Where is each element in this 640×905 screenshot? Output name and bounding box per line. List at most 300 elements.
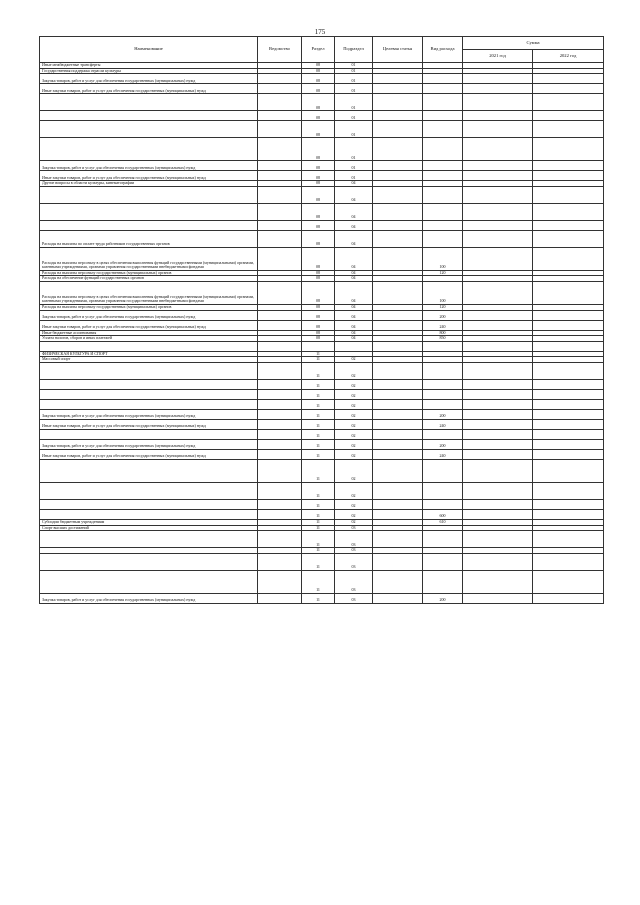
- row-podrazdel: 04: [335, 310, 373, 320]
- row-expense-type: [423, 111, 463, 121]
- row-podrazdel: 03: [335, 593, 373, 603]
- row-razdel: 08: [302, 320, 335, 330]
- row-razdel: [302, 341, 335, 351]
- row-razdel: 11: [302, 379, 335, 389]
- row-expense-type: [423, 203, 463, 220]
- row-sum-2022: [533, 341, 604, 351]
- row-name: [40, 499, 258, 509]
- header-razdel: Раздел: [302, 37, 335, 63]
- row-podrazdel: 04: [335, 186, 373, 203]
- row-vedomstvo: [258, 341, 302, 351]
- row-expense-type: [423, 553, 463, 570]
- row-razdel: 11: [302, 351, 335, 357]
- row-podrazdel: 01: [335, 63, 373, 69]
- row-name: [40, 186, 258, 203]
- row-target-article: [373, 553, 423, 570]
- page-number: 175: [314, 28, 326, 36]
- row-name: [40, 220, 258, 230]
- row-podrazdel: 04: [335, 270, 373, 276]
- row-sum-2022: [533, 84, 604, 94]
- row-vedomstvo: [258, 111, 302, 121]
- row-name: Другие вопросы в области культуры, кинематографии: [40, 181, 258, 187]
- row-name: [40, 111, 258, 121]
- row-vedomstvo: [258, 320, 302, 330]
- row-razdel: 11: [302, 357, 335, 363]
- row-target-article: [373, 570, 423, 593]
- row-name: Иные закупки товаров, работ и услуг для обеспечения государственных (муниципальных) нужд: [40, 419, 258, 429]
- table-row: [40, 111, 604, 121]
- row-expense-type: 200: [423, 593, 463, 603]
- row-name: Расходы на обеспечение функций государственных органов: [40, 276, 258, 282]
- row-razdel: 08: [302, 94, 335, 111]
- row-sum-2021: [463, 220, 533, 230]
- row-name: Иные закупки товаров, работ и услуг для обеспечения государственных (муниципальных) нужд: [40, 171, 258, 181]
- row-name: [40, 379, 258, 389]
- row-name: [40, 362, 258, 379]
- table-row: [40, 449, 604, 459]
- row-expense-type: [423, 362, 463, 379]
- row-target-article: [373, 379, 423, 389]
- row-razdel: 08: [302, 63, 335, 69]
- row-sum-2021: [463, 138, 533, 161]
- row-vedomstvo: [258, 379, 302, 389]
- row-podrazdel: 02: [335, 399, 373, 409]
- row-name: [40, 482, 258, 499]
- row-podrazdel: 04: [335, 203, 373, 220]
- row-sum-2021: [463, 121, 533, 138]
- row-target-article: [373, 593, 423, 603]
- row-expense-type: 200: [423, 310, 463, 320]
- row-target-article: [373, 499, 423, 509]
- row-vedomstvo: [258, 310, 302, 320]
- row-sum-2022: [533, 247, 604, 270]
- table-row: [40, 84, 604, 94]
- row-target-article: [373, 186, 423, 203]
- row-sum-2022: [533, 320, 604, 330]
- row-sum-2022: [533, 230, 604, 247]
- row-sum-2022: [533, 389, 604, 399]
- row-target-article: [373, 531, 423, 548]
- row-sum-2021: [463, 203, 533, 220]
- row-razdel: 11: [302, 409, 335, 419]
- row-sum-2022: [533, 399, 604, 409]
- row-sum-2022: [533, 362, 604, 379]
- row-podrazdel: 01: [335, 161, 373, 171]
- row-sum-2022: [533, 553, 604, 570]
- row-sum-2021: [463, 247, 533, 270]
- row-name: Расходы на выплаты персоналу государственных (муниципальных) органов: [40, 270, 258, 276]
- table-row: [40, 94, 604, 111]
- table-row: [40, 593, 604, 603]
- row-podrazdel: 01: [335, 111, 373, 121]
- row-vedomstvo: [258, 593, 302, 603]
- row-podrazdel: 02: [335, 509, 373, 519]
- row-razdel: 11: [302, 459, 335, 482]
- row-vedomstvo: [258, 439, 302, 449]
- row-sum-2022: [533, 74, 604, 84]
- row-expense-type: 120: [423, 304, 463, 310]
- row-vedomstvo: [258, 482, 302, 499]
- row-name: [40, 509, 258, 519]
- row-razdel: 08: [302, 181, 335, 187]
- row-razdel: 08: [302, 186, 335, 203]
- table-row: [40, 230, 604, 247]
- row-razdel: 08: [302, 230, 335, 247]
- row-sum-2022: [533, 94, 604, 111]
- row-expense-type: [423, 161, 463, 171]
- row-podrazdel: [335, 341, 373, 351]
- row-target-article: [373, 509, 423, 519]
- row-razdel: 11: [302, 548, 335, 554]
- row-vedomstvo: [258, 509, 302, 519]
- header-name: Наименование: [40, 37, 258, 63]
- row-podrazdel: 01: [335, 121, 373, 138]
- row-target-article: [373, 341, 423, 351]
- row-expense-type: [423, 230, 463, 247]
- row-vedomstvo: [258, 399, 302, 409]
- row-target-article: [373, 389, 423, 399]
- table-row: [40, 389, 604, 399]
- row-sum-2022: [533, 310, 604, 320]
- row-vedomstvo: [258, 429, 302, 439]
- row-sum-2021: [463, 399, 533, 409]
- row-vedomstvo: [258, 499, 302, 509]
- table-row: [40, 247, 604, 270]
- table-row: [40, 186, 604, 203]
- row-target-article: [373, 449, 423, 459]
- row-expense-type: 240: [423, 320, 463, 330]
- row-name: Иные бюджетные ассигнования: [40, 330, 258, 336]
- row-sum-2021: [463, 570, 533, 593]
- row-target-article: [373, 247, 423, 270]
- row-expense-type: 610: [423, 519, 463, 525]
- row-expense-type: [423, 94, 463, 111]
- table-row: [40, 341, 604, 351]
- row-expense-type: [423, 482, 463, 499]
- row-sum-2021: [463, 553, 533, 570]
- row-razdel: 11: [302, 519, 335, 525]
- row-razdel: 11: [302, 429, 335, 439]
- table-row: [40, 553, 604, 570]
- row-target-article: [373, 482, 423, 499]
- row-sum-2021: [463, 439, 533, 449]
- row-expense-type: 240: [423, 449, 463, 459]
- header-sum: Сумма: [463, 37, 604, 50]
- row-razdel: 08: [302, 203, 335, 220]
- row-name: [40, 341, 258, 351]
- row-razdel: 08: [302, 161, 335, 171]
- table-row: [40, 482, 604, 499]
- table-row: [40, 379, 604, 389]
- table-row: [40, 281, 604, 304]
- row-expense-type: [423, 379, 463, 389]
- row-target-article: [373, 138, 423, 161]
- row-expense-type: 240: [423, 419, 463, 429]
- row-vedomstvo: [258, 449, 302, 459]
- row-podrazdel: 02: [335, 519, 373, 525]
- row-razdel: 11: [302, 570, 335, 593]
- row-expense-type: [423, 459, 463, 482]
- row-sum-2022: [533, 439, 604, 449]
- row-sum-2022: [533, 379, 604, 389]
- row-sum-2022: [533, 186, 604, 203]
- row-vedomstvo: [258, 121, 302, 138]
- row-vedomstvo: [258, 138, 302, 161]
- row-target-article: [373, 310, 423, 320]
- row-sum-2022: [533, 419, 604, 429]
- row-expense-type: [423, 570, 463, 593]
- row-vedomstvo: [258, 84, 302, 94]
- row-name: Уплата налогов, сборов и иных платежей: [40, 336, 258, 342]
- row-target-article: [373, 419, 423, 429]
- row-sum-2022: [533, 121, 604, 138]
- row-name: [40, 531, 258, 548]
- row-sum-2021: [463, 111, 533, 121]
- budget-table: [39, 36, 604, 604]
- row-sum-2021: [463, 186, 533, 203]
- row-sum-2021: [463, 320, 533, 330]
- row-name: [40, 121, 258, 138]
- table-row: [40, 171, 604, 181]
- table-row: [40, 74, 604, 84]
- row-sum-2022: [533, 482, 604, 499]
- table-row: [40, 362, 604, 379]
- header-year-2022: 2022 год: [533, 50, 604, 63]
- row-podrazdel: 01: [335, 138, 373, 161]
- row-sum-2022: [533, 161, 604, 171]
- row-target-article: [373, 74, 423, 84]
- table-row: [40, 509, 604, 519]
- row-sum-2021: [463, 531, 533, 548]
- row-name: Иные межбюджетные трансферты: [40, 63, 258, 69]
- row-sum-2022: [533, 593, 604, 603]
- header-target-article: Целевая статья: [373, 37, 423, 63]
- row-name: Закупка товаров, работ и услуг для обеспечения государственных (муниципальных) нужд: [40, 74, 258, 84]
- row-razdel: 11: [302, 482, 335, 499]
- row-razdel: 11: [302, 531, 335, 548]
- row-sum-2021: [463, 310, 533, 320]
- row-podrazdel: 02: [335, 389, 373, 399]
- table-row: [40, 310, 604, 320]
- row-podrazdel: 04: [335, 276, 373, 282]
- row-podrazdel: 04: [335, 320, 373, 330]
- row-podrazdel: 02: [335, 459, 373, 482]
- table-row: [40, 459, 604, 482]
- table-row: [40, 429, 604, 439]
- row-sum-2021: [463, 419, 533, 429]
- row-razdel: 08: [302, 74, 335, 84]
- row-vedomstvo: [258, 389, 302, 399]
- row-sum-2022: [533, 203, 604, 220]
- row-name: Расходы на выплаты по оплате труда работников государственных органов: [40, 230, 258, 247]
- row-expense-type: [423, 531, 463, 548]
- table-row: [40, 161, 604, 171]
- row-expense-type: 200: [423, 409, 463, 419]
- row-name: Расходы на выплаты персоналу государственных (муниципальных) органов: [40, 304, 258, 310]
- row-sum-2021: [463, 509, 533, 519]
- row-expense-type: 200: [423, 439, 463, 449]
- row-sum-2021: [463, 499, 533, 509]
- row-razdel: 11: [302, 553, 335, 570]
- row-razdel: 11: [302, 449, 335, 459]
- row-target-article: [373, 429, 423, 439]
- row-razdel: 11: [302, 389, 335, 399]
- row-target-article: [373, 121, 423, 138]
- row-expense-type: 850: [423, 336, 463, 342]
- row-name: Закупка товаров, работ и услуг для обеспечения государственных (муниципальных) нужд: [40, 593, 258, 603]
- table-row: [40, 320, 604, 330]
- row-expense-type: [423, 389, 463, 399]
- row-podrazdel: 01: [335, 94, 373, 111]
- row-expense-type: [423, 429, 463, 439]
- row-podrazdel: 01: [335, 84, 373, 94]
- row-expense-type: 800: [423, 330, 463, 336]
- row-podrazdel: 02: [335, 419, 373, 429]
- row-podrazdel: 04: [335, 330, 373, 336]
- row-expense-type: [423, 121, 463, 138]
- row-razdel: 08: [302, 270, 335, 276]
- row-name: Иные закупки товаров, работ и услуг для обеспечения государственных (муниципальных) нужд: [40, 320, 258, 330]
- row-razdel: 08: [302, 336, 335, 342]
- table-row: [40, 409, 604, 419]
- row-name: Расходы на выплаты персоналу в целях обеспечения выполнения функций государственными (муниципальными) органами, казенными учреждениями, органами управления государственными внебюджетными фондами: [40, 247, 258, 270]
- row-sum-2021: [463, 341, 533, 351]
- row-expense-type: [423, 220, 463, 230]
- row-vedomstvo: [258, 186, 302, 203]
- row-sum-2021: [463, 281, 533, 304]
- table-row: [40, 203, 604, 220]
- row-podrazdel: 04: [335, 230, 373, 247]
- row-name: Закупка товаров, работ и услуг для обеспечения государственных (муниципальных) нужд: [40, 310, 258, 320]
- row-razdel: 08: [302, 281, 335, 304]
- table-row: [40, 439, 604, 449]
- row-podrazdel: 03: [335, 531, 373, 548]
- row-razdel: 08: [302, 111, 335, 121]
- row-expense-type: [423, 399, 463, 409]
- row-podrazdel: 04: [335, 220, 373, 230]
- row-name: [40, 389, 258, 399]
- row-sum-2021: [463, 409, 533, 419]
- header-year-2021: 2021 год: [463, 50, 533, 63]
- row-razdel: 11: [302, 499, 335, 509]
- row-podrazdel: 02: [335, 409, 373, 419]
- row-razdel: 08: [302, 138, 335, 161]
- header-podrazdel: Подраздел: [335, 37, 373, 63]
- row-name: [40, 570, 258, 593]
- row-podrazdel: 02: [335, 357, 373, 363]
- row-sum-2021: [463, 230, 533, 247]
- table-row: [40, 531, 604, 548]
- row-sum-2021: [463, 161, 533, 171]
- row-sum-2021: [463, 482, 533, 499]
- row-podrazdel: 02: [335, 362, 373, 379]
- row-target-article: [373, 362, 423, 379]
- row-target-article: [373, 230, 423, 247]
- row-podrazdel: 04: [335, 336, 373, 342]
- row-target-article: [373, 111, 423, 121]
- row-razdel: 11: [302, 439, 335, 449]
- row-vedomstvo: [258, 220, 302, 230]
- row-vedomstvo: [258, 531, 302, 548]
- row-vedomstvo: [258, 74, 302, 84]
- row-podrazdel: 01: [335, 68, 373, 74]
- row-sum-2021: [463, 389, 533, 399]
- row-sum-2021: [463, 429, 533, 439]
- row-podrazdel: 02: [335, 499, 373, 509]
- row-sum-2021: [463, 379, 533, 389]
- row-expense-type: [423, 171, 463, 181]
- row-sum-2021: [463, 94, 533, 111]
- header-expense-type: Вид расхода: [423, 37, 463, 63]
- row-expense-type: 600: [423, 509, 463, 519]
- row-name: ФИЗИЧЕСКАЯ КУЛЬТУРА И СПОРТ: [40, 351, 258, 357]
- row-razdel: 11: [302, 399, 335, 409]
- row-vedomstvo: [258, 419, 302, 429]
- row-expense-type: [423, 138, 463, 161]
- row-name: Закупка товаров, работ и услуг для обеспечения государственных (муниципальных) нужд: [40, 161, 258, 171]
- row-razdel: 08: [302, 220, 335, 230]
- row-vedomstvo: [258, 362, 302, 379]
- row-podrazdel: 02: [335, 482, 373, 499]
- row-razdel: 11: [302, 362, 335, 379]
- row-vedomstvo: [258, 553, 302, 570]
- row-name: Государственная поддержка отрасли культуры: [40, 68, 258, 74]
- row-expense-type: [423, 84, 463, 94]
- table-row: [40, 220, 604, 230]
- row-sum-2021: [463, 362, 533, 379]
- row-razdel: 11: [302, 593, 335, 603]
- row-target-article: [373, 161, 423, 171]
- row-razdel: 08: [302, 171, 335, 181]
- row-vedomstvo: [258, 409, 302, 419]
- row-name: Спорт высших достижений: [40, 525, 258, 531]
- row-podrazdel: 02: [335, 429, 373, 439]
- row-sum-2022: [533, 531, 604, 548]
- row-target-article: [373, 439, 423, 449]
- row-podrazdel: 01: [335, 74, 373, 84]
- table-row: [40, 138, 604, 161]
- row-podrazdel: 04: [335, 247, 373, 270]
- row-name: Субсидии бюджетным учреждениям: [40, 519, 258, 525]
- row-name: Закупка товаров, работ и услуг для обеспечения государственных (муниципальных) нужд: [40, 409, 258, 419]
- row-podrazdel: 03: [335, 548, 373, 554]
- row-expense-type: [423, 186, 463, 203]
- row-razdel: 11: [302, 509, 335, 519]
- row-name: Массовый спорт: [40, 357, 258, 363]
- table-body: [40, 63, 604, 604]
- row-name: [40, 399, 258, 409]
- row-target-article: [373, 171, 423, 181]
- row-razdel: 08: [302, 68, 335, 74]
- row-podrazdel: 03: [335, 525, 373, 531]
- row-vedomstvo: [258, 459, 302, 482]
- row-expense-type: 100: [423, 247, 463, 270]
- row-sum-2021: [463, 459, 533, 482]
- row-razdel: 08: [302, 310, 335, 320]
- row-sum-2022: [533, 220, 604, 230]
- row-podrazdel: 02: [335, 449, 373, 459]
- header-vedomstvo: Ведомство: [258, 37, 302, 63]
- row-expense-type: 100: [423, 281, 463, 304]
- row-podrazdel: 03: [335, 570, 373, 593]
- row-razdel: 08: [302, 84, 335, 94]
- row-podrazdel: 04: [335, 281, 373, 304]
- row-sum-2022: [533, 281, 604, 304]
- row-vedomstvo: [258, 171, 302, 181]
- row-sum-2022: [533, 570, 604, 593]
- row-sum-2022: [533, 459, 604, 482]
- row-sum-2022: [533, 499, 604, 509]
